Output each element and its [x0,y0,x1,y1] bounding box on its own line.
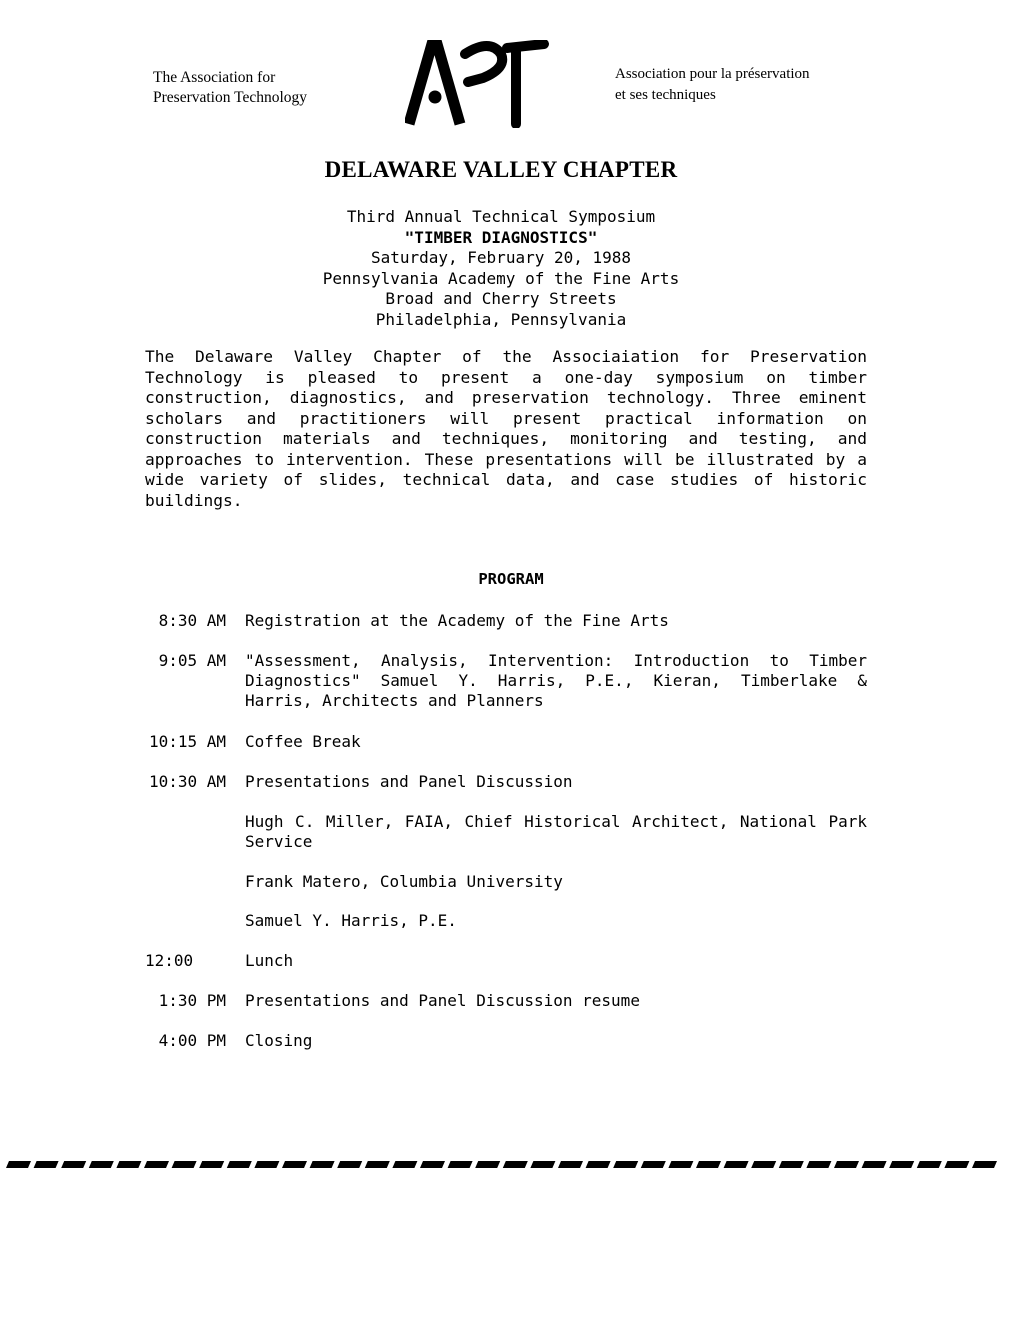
header-right-line2: et ses techniques [615,87,716,103]
program-time: 10:30 AM [148,772,226,791]
header-left-line2: Preservation Technology [153,89,308,106]
cut-line-dash [613,1161,638,1168]
event-line-symposium: Third Annual Technical Symposium [346,207,656,226]
cut-line-dash [144,1161,169,1168]
event-line-street: Broad and Cherry Streets [385,289,617,308]
cut-line-dash [834,1161,859,1168]
program-time: 10:15 AM [148,732,226,751]
cut-line-dash [227,1161,252,1168]
header-left-block [153,68,307,108]
program-item: Coffee Break [245,732,361,751]
cut-line-dash [337,1161,362,1168]
program-time: 1:30 PM [158,991,226,1010]
cut-line-dash [530,1161,555,1168]
cut-line-dash [503,1161,528,1168]
program-time: 4:00 PM [158,1031,226,1050]
program-speaker: Hugh C. Miller, FAIA, Chief Historical Architect, National Park Service [245,812,867,851]
program-item: Presentations and Panel Discussion resume [245,991,640,1010]
cut-line-dash [586,1161,611,1168]
cut-line-dash [972,1161,997,1168]
cut-line-dash [254,1161,279,1168]
cut-line-dash [917,1161,942,1168]
event-line-title: "TIMBER DIAGNOSTICS" [404,227,598,247]
header-left-line1: The Association for [153,69,276,86]
cut-line-dash [420,1161,445,1168]
cut-line-dash [282,1161,307,1168]
cut-line-dash [806,1161,831,1168]
program-time: 12:00 [145,951,194,970]
header-right-line1: Association pour la préservation [615,66,810,82]
cut-line-dash [448,1161,473,1168]
program-item: Presentations and Panel Discussion [245,772,573,791]
cut-line-dash [862,1161,887,1168]
cut-line-dash [365,1161,390,1168]
program-speaker: Samuel Y. Harris, P.E. [245,911,457,930]
cut-line-dash [751,1161,776,1168]
program-item: Lunch [245,951,294,970]
chapter-title: DELAWARE VALLEY CHAPTER [324,157,678,182]
cut-line-dash [558,1161,583,1168]
cut-line-dash [696,1161,721,1168]
intro-paragraph: The Delaware Valley Chapter of the Associaiation for Preservation Technology is pleased to present a one-day symposium on timber construction, diagnostics, and preservation technology. Three eminent scholars and practitioners will present practical information on construction materials and techniques, monitoring and testing, and approaches to intervention. These presentations will be illustrated by a wide variety of slides, technical data, and case studies of historic buildings. [145,347,867,510]
event-line-city: Philadelphia, Pennsylvania [375,309,627,329]
cut-line-dash [668,1161,693,1168]
cut-line-divider [4,1160,1018,1172]
cut-line-dash [310,1161,335,1168]
cut-line-dash [34,1161,59,1168]
program-heading: PROGRAM [478,570,544,588]
cut-line-dash [172,1161,197,1168]
program-item: "Assessment, Analysis, Intervention: Introduction to Timber Diagnostics" Samuel Y. Harris, P.E., Kieran, Timberlake & Harris, Architects and Planners [245,651,867,710]
cut-line-dash [779,1161,804,1168]
program-item: Closing [245,1031,313,1050]
event-line-venue: Pennsylvania Academy of the Fine Arts [322,268,680,288]
cut-line-dash [944,1161,969,1168]
cut-line-dash [6,1161,31,1168]
cut-line-dash [199,1161,224,1168]
cut-line-dash [724,1161,749,1168]
cut-line-dash [475,1161,500,1168]
program-time: 9:05 AM [158,651,226,670]
cut-line-dash [61,1161,86,1168]
program-speaker: Frank Matero, Columbia University [245,872,563,891]
program-time: 8:30 AM [158,611,226,630]
event-line-date: Saturday, February 20, 1988 [370,248,632,267]
cut-line-dash [889,1161,914,1168]
cut-line-dash [116,1161,141,1168]
cut-line-dash [89,1161,114,1168]
program-item: Registration at the Academy of the Fine Arts [245,611,669,630]
apt-logo [405,40,550,128]
event-info [0,207,1002,330]
cut-line-dash [392,1161,417,1168]
cut-line-dash [641,1161,666,1168]
header-right-block [615,64,810,106]
